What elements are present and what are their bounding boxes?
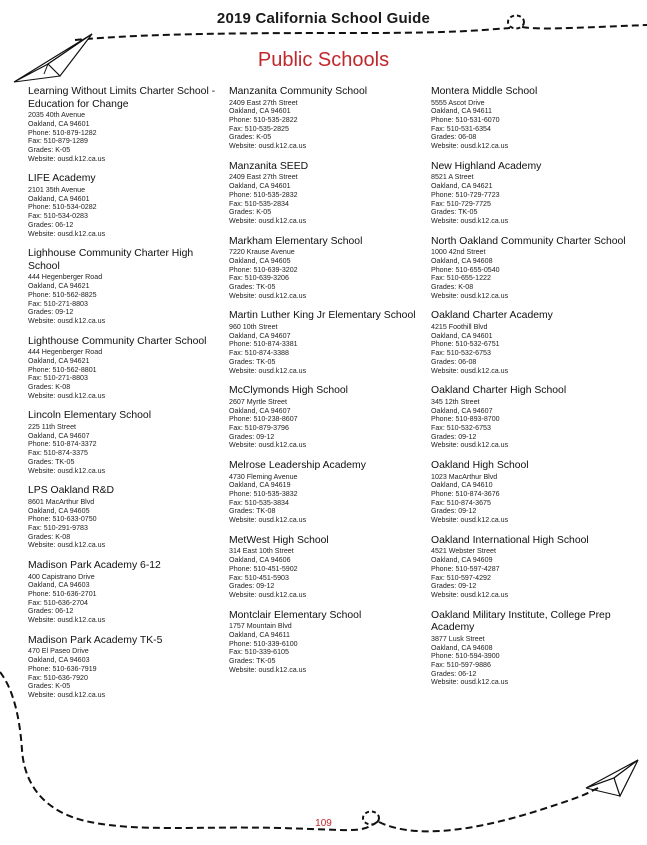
school-phone: Phone: 510-874-3372 [28, 440, 97, 449]
school-name: Melrose Leadership Academy [229, 460, 366, 472]
school-entry [431, 86, 629, 151]
school-name: Montera Middle School [431, 86, 538, 97]
school-grades: Grades: K-05 [28, 682, 71, 691]
school-name: McClymonds High School [229, 385, 348, 397]
school-address: 1023 MacArthur Blvd [431, 472, 498, 481]
school-entry [28, 485, 226, 550]
school-fax: Fax: 510-597-9886 [431, 660, 491, 669]
school-phone: Phone: 510-893-8700 [431, 415, 500, 424]
school-fax: Fax: 510-271-8803 [28, 374, 88, 383]
school-fax: Fax: 510-874-3675 [431, 498, 491, 507]
school-city: Oakland, CA 94607 [431, 406, 493, 415]
school-fax: Fax: 510-639-3206 [229, 274, 289, 283]
paper-airplane-icon [586, 760, 638, 796]
school-name: Madison Park Academy TK-5 [28, 634, 163, 646]
school-fax: Fax: 510-271-8803 [28, 299, 88, 308]
school-name: Oakland International High School [431, 534, 589, 546]
school-entry [229, 310, 427, 375]
school-entry [229, 610, 427, 675]
school-entry [431, 610, 629, 687]
school-grades: Grades: TK-05 [229, 657, 276, 666]
school-grades: Grades: 09-12 [431, 507, 477, 516]
school-address: 1757 Mountain Blvd [229, 622, 292, 631]
school-grades: Grades: TK-05 [229, 357, 276, 366]
school-city: Oakland, CA 94607 [229, 406, 291, 415]
school-website: Website: ousd.k12.ca.us [28, 541, 106, 550]
school-city: Oakland, CA 94611 [229, 630, 290, 639]
school-entry [431, 236, 629, 301]
school-address: 960 10th Street [229, 323, 278, 332]
school-city: Oakland, CA 94610 [431, 481, 493, 490]
school-grades: Grades: 06-12 [28, 220, 74, 229]
school-website: Website: ousd.k12.ca.us [229, 665, 307, 674]
school-entry [229, 161, 427, 226]
school-address: 4730 Fleming Avenue [229, 472, 298, 481]
school-phone: Phone: 510-879-1282 [28, 128, 97, 137]
school-address: 3877 Lusk Street [431, 634, 485, 643]
school-name: Oakland Military Institute, College Prep Academy [431, 609, 611, 634]
school-city: Oakland, CA 94607 [229, 331, 291, 340]
school-grades: Grades: 06-08 [431, 357, 477, 366]
school-fax: Fax: 510-535-2834 [229, 199, 289, 208]
page-number: 109 [315, 818, 332, 829]
school-website: Website: ousd.k12.ca.us [431, 142, 509, 151]
school-phone: Phone: 510-531-6070 [431, 116, 500, 124]
guide-title: 2019 California School Guide [216, 10, 431, 27]
school-phone: Phone: 510-633-0750 [28, 515, 97, 524]
school-entry [28, 173, 226, 238]
school-phone: Phone: 510-339-6100 [229, 639, 298, 648]
school-phone: Phone: 510-636-7919 [28, 664, 97, 673]
school-address: 2607 Myrtle Street [229, 397, 287, 406]
school-phone: Phone: 510-562-8801 [28, 365, 97, 374]
school-address: 444 Hegenberger Road [28, 348, 103, 357]
school-fax: Fax: 510-451-5903 [229, 573, 289, 582]
school-name: Montclair Elementary School [229, 609, 362, 621]
school-website: Website: ousd.k12.ca.us [28, 690, 106, 699]
school-city: Oakland, CA 94621 [431, 182, 493, 191]
school-phone: Phone: 510-238-8607 [229, 415, 298, 424]
school-name: North Oakland Community Charter School [431, 235, 626, 247]
school-city: Oakland, CA 94605 [28, 506, 90, 515]
school-phone: Phone: 510-535-2822 [229, 116, 298, 124]
school-website: Website: ousd.k12.ca.us [431, 366, 509, 375]
school-grades: Grades: TK-08 [229, 507, 276, 516]
school-column-2 [229, 86, 427, 685]
school-address: 8521 A Street [431, 173, 474, 182]
school-city: Oakland, CA 94603 [28, 581, 90, 590]
school-website: Website: ousd.k12.ca.us [229, 516, 307, 525]
school-grades: Grades: K-08 [28, 383, 71, 392]
school-grades: Grades: TK-05 [431, 208, 478, 217]
school-name: Learning Without Limits Charter School - Education for Change [28, 86, 216, 110]
school-entry [229, 86, 427, 151]
school-grades: Grades: 09-12 [28, 308, 74, 317]
school-name: Lighthouse Community Charter School [28, 335, 207, 347]
school-entry [28, 86, 226, 163]
school-entry [28, 635, 226, 700]
school-name: New Highland Academy [431, 160, 542, 172]
school-fax: Fax: 510-535-2825 [229, 124, 289, 133]
school-name: Oakland Charter High School [431, 385, 567, 397]
school-city: Oakland, CA 94607 [28, 431, 90, 440]
school-fax: Fax: 510-291-9783 [28, 523, 88, 532]
school-address: 400 Capistrano Drive [28, 572, 95, 581]
school-grades: Grades: 09-12 [229, 432, 275, 441]
school-website: Website: ousd.k12.ca.us [229, 366, 307, 375]
school-city: Oakland, CA 94611 [431, 107, 492, 116]
school-website: Website: ousd.k12.ca.us [431, 441, 509, 450]
school-entry [431, 535, 629, 600]
school-name: Lighhouse Community Charter High School [28, 248, 194, 272]
school-city: Oakland, CA 94609 [431, 556, 493, 565]
school-phone: Phone: 510-636-2701 [28, 590, 97, 599]
school-city: Oakland, CA 94601 [28, 119, 90, 128]
school-grades: Grades: 09-12 [431, 432, 477, 441]
school-address: 1000 42nd Street [431, 248, 486, 257]
school-name: Oakland High School [431, 460, 529, 472]
school-grades: Grades: 06-12 [431, 669, 477, 678]
school-fax: Fax: 510-874-3375 [28, 449, 88, 458]
school-entry [229, 460, 427, 525]
school-website: Website: ousd.k12.ca.us [431, 291, 509, 300]
school-phone: Phone: 510-597-4287 [431, 564, 500, 573]
school-entry [28, 248, 226, 325]
school-city: Oakland, CA 94621 [28, 282, 90, 291]
school-website: Website: ousd.k12.ca.us [431, 216, 509, 225]
school-fax: Fax: 510-729-7725 [431, 199, 491, 208]
school-name: Manzanita SEED [229, 160, 309, 172]
school-entry [431, 310, 629, 375]
school-fax: Fax: 510-339-6105 [229, 648, 289, 657]
school-name: Martin Luther King Jr Elementary School [229, 310, 416, 322]
school-address: 2409 East 27th Street [229, 173, 298, 182]
school-city: Oakland, CA 94608 [431, 643, 493, 652]
school-city: Oakland, CA 94601 [431, 331, 493, 340]
school-phone: Phone: 510-535-3832 [229, 490, 298, 499]
school-website: Website: ousd.k12.ca.us [229, 441, 307, 450]
school-website: Website: ousd.k12.ca.us [28, 616, 106, 625]
school-entry [431, 460, 629, 525]
school-phone: Phone: 510-729-7723 [431, 190, 500, 199]
school-address: 225 11th Street [28, 423, 76, 432]
school-grades: Grades: TK-05 [229, 283, 276, 292]
school-address: 345 12th Street [431, 397, 480, 406]
school-fax: Fax: 510-636-2704 [28, 598, 88, 607]
school-fax: Fax: 510-597-4292 [431, 573, 491, 582]
school-website: Website: ousd.k12.ca.us [431, 590, 509, 599]
school-name: Manzanita Community School [229, 86, 368, 97]
school-address: 2101 35th Avenue [28, 186, 86, 194]
school-city: Oakland, CA 94606 [229, 556, 291, 565]
school-website: Website: ousd.k12.ca.us [28, 466, 106, 475]
school-name: Markham Elementary School [229, 235, 363, 247]
school-entry [28, 560, 226, 625]
school-name: LIFE Academy [28, 173, 96, 185]
school-phone: Phone: 510-639-3202 [229, 265, 298, 274]
school-entry [431, 385, 629, 450]
school-entry [229, 236, 427, 301]
school-phone: Phone: 510-874-3676 [431, 490, 500, 499]
school-website: Website: ousd.k12.ca.us [229, 142, 307, 151]
school-website: Website: ousd.k12.ca.us [28, 229, 106, 238]
school-website: Website: ousd.k12.ca.us [28, 154, 106, 163]
school-fax: Fax: 510-655-1222 [431, 274, 491, 283]
school-website: Website: ousd.k12.ca.us [229, 291, 307, 300]
school-website: Website: ousd.k12.ca.us [431, 516, 509, 525]
school-phone: Phone: 510-532-6751 [431, 340, 500, 349]
school-name: Oakland Charter Academy [431, 310, 553, 322]
school-fax: Fax: 510-879-1289 [28, 137, 88, 146]
school-phone: Phone: 510-534-0282 [28, 203, 97, 212]
school-grades: Grades: 09-12 [229, 582, 275, 591]
school-city: Oakland, CA 94619 [229, 481, 291, 490]
school-grades: Grades: K-05 [229, 133, 272, 142]
school-grades: Grades: K-05 [28, 146, 71, 154]
school-city: Oakland, CA 94621 [28, 356, 90, 365]
school-address: 4215 Foothill Blvd [431, 323, 488, 332]
school-website: Website: ousd.k12.ca.us [431, 678, 509, 687]
school-website: Website: ousd.k12.ca.us [229, 590, 307, 599]
school-grades: Grades: K-08 [28, 532, 71, 541]
school-address: 4521 Webster Street [431, 547, 496, 556]
school-phone: Phone: 510-562-8825 [28, 290, 97, 299]
school-address: 7220 Krause Avenue [229, 248, 295, 257]
school-website: Website: ousd.k12.ca.us [28, 391, 106, 400]
school-city: Oakland, CA 94608 [431, 256, 493, 265]
school-fax: Fax: 510-636-7920 [28, 673, 88, 682]
school-name: LPS Oakland R&D [28, 485, 115, 497]
school-grades: Grades: 06-12 [28, 607, 74, 616]
school-city: Oakland, CA 94601 [28, 194, 90, 203]
school-phone: Phone: 510-874-3381 [229, 340, 298, 349]
school-phone: Phone: 510-451-5902 [229, 564, 298, 573]
school-grades: Grades: 09-12 [431, 582, 477, 591]
school-address: 8601 MacArthur Blvd [28, 497, 95, 506]
school-entry [28, 410, 226, 475]
school-column-3 [431, 86, 629, 697]
school-entry [229, 385, 427, 450]
school-phone: Phone: 510-655-0540 [431, 265, 500, 274]
school-grades: Grades: K-05 [229, 208, 272, 217]
school-address: 470 El Paseo Drive [28, 647, 89, 656]
school-name: Madison Park Academy 6-12 [28, 560, 161, 572]
school-website: Website: ousd.k12.ca.us [229, 216, 307, 225]
school-city: Oakland, CA 94605 [229, 256, 291, 265]
school-grades: Grades: 06-08 [431, 133, 477, 142]
school-fax: Fax: 510-531-6354 [431, 124, 491, 133]
school-address: 5555 Ascot Drive [431, 98, 485, 107]
section-title: Public Schools [257, 49, 390, 71]
school-fax: Fax: 510-535-3834 [229, 498, 289, 507]
school-name: Lincoln Elementary School [28, 410, 152, 422]
school-fax: Fax: 510-534-0283 [28, 212, 88, 221]
school-grades: Grades: TK-05 [28, 457, 75, 466]
school-address: 2035 40th Avenue [28, 111, 86, 120]
school-city: Oakland, CA 94603 [28, 656, 90, 665]
school-phone: Phone: 510-594-3900 [431, 652, 500, 661]
school-city: Oakland, CA 94601 [229, 182, 291, 191]
school-fax: Fax: 510-874-3388 [229, 349, 289, 358]
school-phone: Phone: 510-535-2832 [229, 190, 298, 199]
school-entry [431, 161, 629, 226]
school-website: Website: ousd.k12.ca.us [28, 316, 106, 325]
school-name: MetWest High School [229, 534, 329, 546]
school-column-1 [28, 86, 226, 710]
school-fax: Fax: 510-532-6753 [431, 349, 491, 358]
school-city: Oakland, CA 94601 [229, 107, 291, 116]
school-entry [28, 336, 226, 401]
school-address: 2409 East 27th Street [229, 98, 298, 107]
school-grades: Grades: K-08 [431, 283, 474, 292]
school-fax: Fax: 510-532-6753 [431, 423, 491, 432]
school-address: 444 Hegenberger Road [28, 273, 103, 282]
school-fax: Fax: 510-879-3796 [229, 423, 289, 432]
school-entry [229, 535, 427, 600]
school-address: 314 East 10th Street [229, 547, 294, 556]
